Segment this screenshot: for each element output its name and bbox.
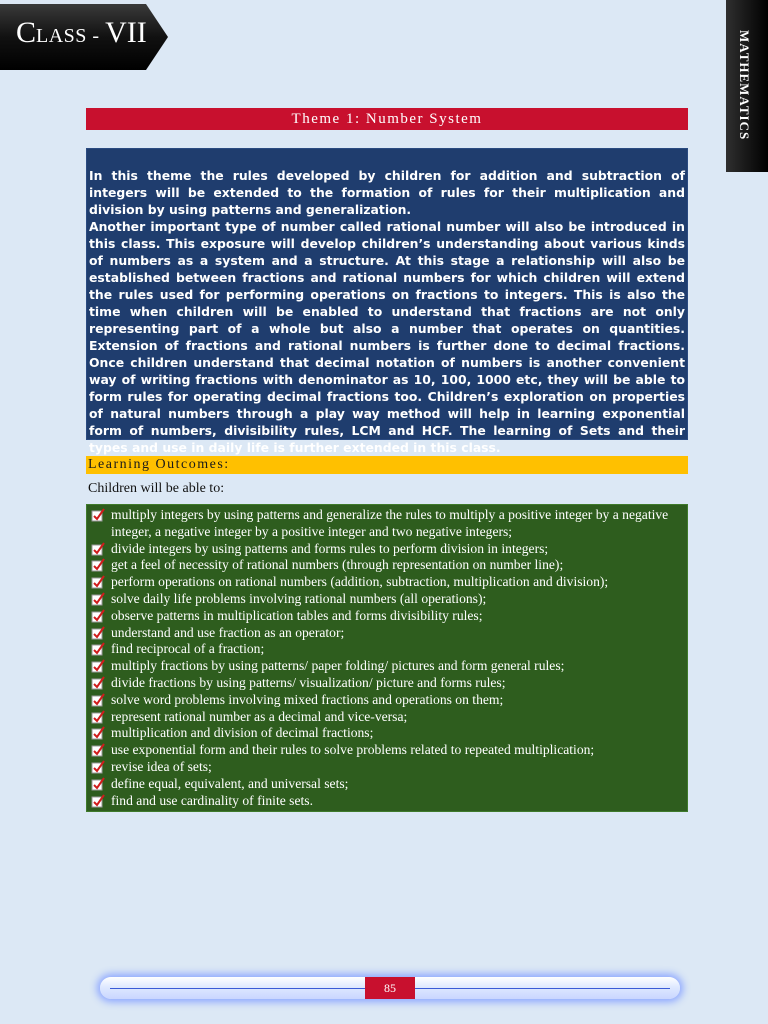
- checkbox-check-icon: [91, 558, 105, 572]
- checkbox-check-icon: [91, 659, 105, 673]
- outcome-text: get a feel of necessity of rational numbers (through representation on number line);: [111, 557, 564, 573]
- outcome-text: multiply integers by using patterns and generalize the rules to multiply a positive integer by a negative integer, a negative integer by a positive integer and two negative integers;: [111, 507, 669, 539]
- checkbox-check-icon: [91, 575, 105, 589]
- theme-title: Theme 1: Number System: [86, 108, 688, 130]
- outcome-item: [89, 709, 685, 726]
- outcome-text: divide integers by using patterns and forms rules to perform division in integers;: [111, 540, 549, 556]
- outcome-item: [89, 591, 685, 608]
- checkbox-check-icon: [91, 726, 105, 740]
- outcome-item: [89, 507, 685, 541]
- outcome-item: [89, 793, 685, 810]
- outcome-text: observe patterns in multiplication tables and forms divisibility rules;: [111, 607, 483, 623]
- outcome-item: [89, 658, 685, 675]
- intro-paragraph: Another important type of number called rational number will also be introduced in this class. This exposure will develop children’s understanding about various kinds of numbers as a system and a structure. At this stage a relationship will also be established between fractions and rational numbers for which children will extend the rules used for performing operations on fractions to integers. This is also the time when children will be enabled to understand that fractions are not only representing part of a whole but also a number that operates on quantities. Extension of fractions and rational numbers is further done to decimal fractions. Once children understand that decimal notation of numbers is another convenient way of writing fractions with denominator as 10, 100, 1000 etc, they will be able to form rules for operating decimal fractions too. Children’s exploration on properties of natural numbers through a play way method will help in learning exponential form of numbers, divisibility rules, LCM and HCF. The learning of Sets and their types and use in daily life is further extended in this class.: [89, 219, 685, 455]
- checkbox-check-icon: [91, 760, 105, 774]
- checkbox-check-icon: [91, 542, 105, 556]
- intro-paragraph: In this theme the rules developed by children for addition and subtraction of integers will be extended to the formation of rules for their multiplication and division by using patterns and generalization.: [89, 168, 685, 217]
- subject-label: MATHEMATICS: [737, 30, 752, 141]
- outcome-text: find and use cardinality of finite sets.: [111, 792, 313, 808]
- outcome-item: [89, 557, 685, 574]
- outcome-text: multiply fractions by using patterns/ paper folding/ pictures and form general rules;: [111, 658, 565, 674]
- outcome-item: [89, 725, 685, 742]
- outcome-item: [89, 625, 685, 642]
- checkbox-check-icon: [91, 693, 105, 707]
- outcome-text: solve word problems involving mixed fractions and operations on them;: [111, 691, 504, 707]
- outcome-text: use exponential form and their rules to solve problems related to repeated multiplication;: [111, 742, 595, 758]
- checkbox-check-icon: [91, 626, 105, 640]
- outcome-item: [89, 574, 685, 591]
- checkbox-check-icon: [91, 642, 105, 656]
- intro-box: [86, 148, 688, 455]
- checkbox-check-icon: [91, 743, 105, 757]
- outcome-item: [89, 608, 685, 625]
- outcome-item: [89, 641, 685, 658]
- outcome-text: find reciprocal of a fraction;: [111, 641, 265, 657]
- page-number: 85: [365, 977, 415, 999]
- outcome-item: [89, 759, 685, 776]
- learning-outcomes-intro: Children will be able to:: [88, 481, 225, 496]
- checkbox-check-icon: [91, 794, 105, 808]
- class-label: CLASS - VII: [16, 16, 147, 49]
- class-badge: [0, 4, 168, 70]
- outcome-item: [89, 776, 685, 793]
- checkbox-check-icon: [91, 710, 105, 724]
- checkbox-check-icon: [91, 609, 105, 623]
- outcome-item: [89, 692, 685, 709]
- outcome-text: revise idea of sets;: [111, 758, 212, 774]
- outcome-text: represent rational number as a decimal and vice-versa;: [111, 708, 408, 724]
- outcome-item: [89, 675, 685, 692]
- learning-outcomes-list: [86, 504, 688, 812]
- learning-outcomes-heading: Learning Outcomes:: [86, 456, 688, 474]
- outcome-text: solve daily life problems involving rational numbers (all operations);: [111, 590, 487, 606]
- outcome-text: perform operations on rational numbers (addition, subtraction, multiplication and division);: [111, 574, 609, 590]
- checkbox-check-icon: [91, 508, 105, 522]
- outcome-text: divide fractions by using patterns/ visualization/ picture and forms rules;: [111, 674, 506, 690]
- outcome-text: multiplication and division of decimal fractions;: [111, 725, 374, 741]
- outcome-text: understand and use fraction as an operator;: [111, 624, 345, 640]
- checkbox-check-icon: [91, 676, 105, 690]
- checkbox-check-icon: [91, 592, 105, 606]
- subject-tab: [726, 0, 768, 172]
- outcome-item: [89, 541, 685, 558]
- outcome-text: define equal, equivalent, and universal sets;: [111, 775, 349, 791]
- checkbox-check-icon: [91, 777, 105, 791]
- outcome-item: [89, 742, 685, 759]
